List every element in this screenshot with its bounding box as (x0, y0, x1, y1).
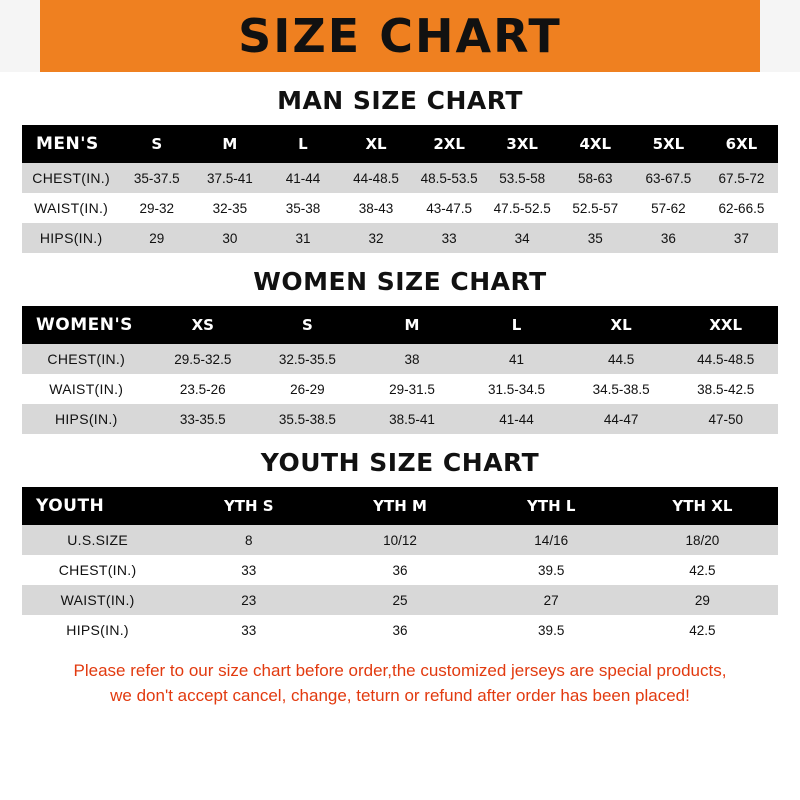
column-header: L (266, 125, 339, 163)
footer-note (22, 659, 778, 708)
column-header: XXL (673, 306, 778, 344)
table-cell: 32.5-35.5 (255, 344, 360, 374)
row-header: CHEST(IN.) (22, 163, 120, 193)
column-header: YTH S (173, 487, 324, 525)
section-women (22, 267, 778, 434)
table-row (22, 163, 778, 193)
table-header-row (22, 125, 778, 163)
table-row (22, 555, 778, 585)
section-title-man: MAN SIZE CHART (277, 86, 523, 115)
table-cell: 47.5-52.5 (486, 193, 559, 223)
table-cell: 36 (632, 223, 705, 253)
table-cell: 38.5-42.5 (673, 374, 778, 404)
table-row (22, 374, 778, 404)
table-cell: 33 (173, 555, 324, 585)
table-cell: 44-48.5 (340, 163, 413, 193)
table-cell: 43-47.5 (413, 193, 486, 223)
man-table-body (22, 163, 778, 253)
women-size-table (22, 306, 778, 434)
women-table-header (22, 306, 778, 344)
row-header: HIPS(IN.) (22, 223, 120, 253)
table-cell: 41 (464, 344, 569, 374)
table-cell: 31 (266, 223, 339, 253)
table-cell: 67.5-72 (705, 163, 778, 193)
row-header: HIPS(IN.) (22, 404, 151, 434)
table-row (22, 404, 778, 434)
table-cell: 10/12 (324, 525, 475, 555)
table-cell: 48.5-53.5 (413, 163, 486, 193)
table-cell: 37.5-41 (193, 163, 266, 193)
table-row (22, 525, 778, 555)
column-header: 6XL (705, 125, 778, 163)
table-cell: 30 (193, 223, 266, 253)
row-header: HIPS(IN.) (22, 615, 173, 645)
table-cell: 25 (324, 585, 475, 615)
column-header: WOMEN'S (22, 306, 151, 344)
man-size-table (22, 125, 778, 253)
section-man (22, 86, 778, 253)
table-row (22, 615, 778, 645)
table-cell: 29.5-32.5 (151, 344, 256, 374)
table-cell: 38 (360, 344, 465, 374)
header-band (0, 0, 800, 72)
footer-note-line-2: we don't accept cancel, change, teturn or refund after order has been placed! (110, 685, 690, 705)
table-cell: 18/20 (627, 525, 778, 555)
column-header: YOUTH (22, 487, 173, 525)
table-cell: 53.5-58 (486, 163, 559, 193)
table-cell: 35 (559, 223, 632, 253)
column-header: M (360, 306, 465, 344)
row-header: WAIST(IN.) (22, 585, 173, 615)
table-cell: 41-44 (464, 404, 569, 434)
table-row (22, 585, 778, 615)
table-cell: 8 (173, 525, 324, 555)
table-cell: 44.5-48.5 (673, 344, 778, 374)
table-cell: 23.5-26 (151, 374, 256, 404)
column-header: S (120, 125, 193, 163)
table-cell: 57-62 (632, 193, 705, 223)
table-cell: 35-38 (266, 193, 339, 223)
table-cell: 42.5 (627, 615, 778, 645)
row-header: U.S.SIZE (22, 525, 173, 555)
table-cell: 32 (340, 223, 413, 253)
content-area (0, 86, 800, 708)
table-cell: 62-66.5 (705, 193, 778, 223)
table-cell: 35-37.5 (120, 163, 193, 193)
youth-table-header (22, 487, 778, 525)
table-cell: 34.5-38.5 (569, 374, 674, 404)
table-row (22, 344, 778, 374)
row-header: WAIST(IN.) (22, 193, 120, 223)
column-header: MEN'S (22, 125, 120, 163)
table-cell: 33-35.5 (151, 404, 256, 434)
column-header: 3XL (486, 125, 559, 163)
table-row (22, 193, 778, 223)
table-cell: 29-32 (120, 193, 193, 223)
column-header: 5XL (632, 125, 705, 163)
column-header: M (193, 125, 266, 163)
table-cell: 29-31.5 (360, 374, 465, 404)
page-title: SIZE CHART (238, 9, 562, 63)
table-cell: 52.5-57 (559, 193, 632, 223)
table-cell: 14/16 (476, 525, 627, 555)
table-cell: 42.5 (627, 555, 778, 585)
table-cell: 34 (486, 223, 559, 253)
column-header: YTH XL (627, 487, 778, 525)
women-table-body (22, 344, 778, 434)
column-header: XL (340, 125, 413, 163)
table-cell: 63-67.5 (632, 163, 705, 193)
table-cell: 44-47 (569, 404, 674, 434)
table-cell: 29 (120, 223, 193, 253)
table-cell: 33 (173, 615, 324, 645)
table-cell: 36 (324, 555, 475, 585)
table-cell: 38-43 (340, 193, 413, 223)
table-cell: 29 (627, 585, 778, 615)
table-header-row (22, 306, 778, 344)
table-cell: 23 (173, 585, 324, 615)
youth-table-body (22, 525, 778, 645)
column-header: L (464, 306, 569, 344)
table-cell: 36 (324, 615, 475, 645)
table-cell: 41-44 (266, 163, 339, 193)
row-header: WAIST(IN.) (22, 374, 151, 404)
row-header: CHEST(IN.) (22, 555, 173, 585)
column-header: YTH L (476, 487, 627, 525)
row-header: CHEST(IN.) (22, 344, 151, 374)
table-cell: 47-50 (673, 404, 778, 434)
youth-size-table (22, 487, 778, 645)
table-cell: 31.5-34.5 (464, 374, 569, 404)
section-title-youth: YOUTH SIZE CHART (260, 448, 540, 477)
table-cell: 27 (476, 585, 627, 615)
table-cell: 37 (705, 223, 778, 253)
man-table-header (22, 125, 778, 163)
section-title-women: WOMEN SIZE CHART (253, 267, 547, 296)
table-cell: 35.5-38.5 (255, 404, 360, 434)
table-cell: 44.5 (569, 344, 674, 374)
table-cell: 38.5-41 (360, 404, 465, 434)
table-cell: 26-29 (255, 374, 360, 404)
column-header: 2XL (413, 125, 486, 163)
table-cell: 32-35 (193, 193, 266, 223)
table-cell: 39.5 (476, 615, 627, 645)
table-cell: 39.5 (476, 555, 627, 585)
column-header: YTH M (324, 487, 475, 525)
column-header: S (255, 306, 360, 344)
column-header: XL (569, 306, 674, 344)
section-youth (22, 448, 778, 645)
table-row (22, 223, 778, 253)
table-cell: 58-63 (559, 163, 632, 193)
column-header: XS (151, 306, 256, 344)
table-cell: 33 (413, 223, 486, 253)
column-header: 4XL (559, 125, 632, 163)
table-header-row (22, 487, 778, 525)
footer-note-line-1: Please refer to our size chart before order,the customized jerseys are special products, (73, 661, 727, 680)
